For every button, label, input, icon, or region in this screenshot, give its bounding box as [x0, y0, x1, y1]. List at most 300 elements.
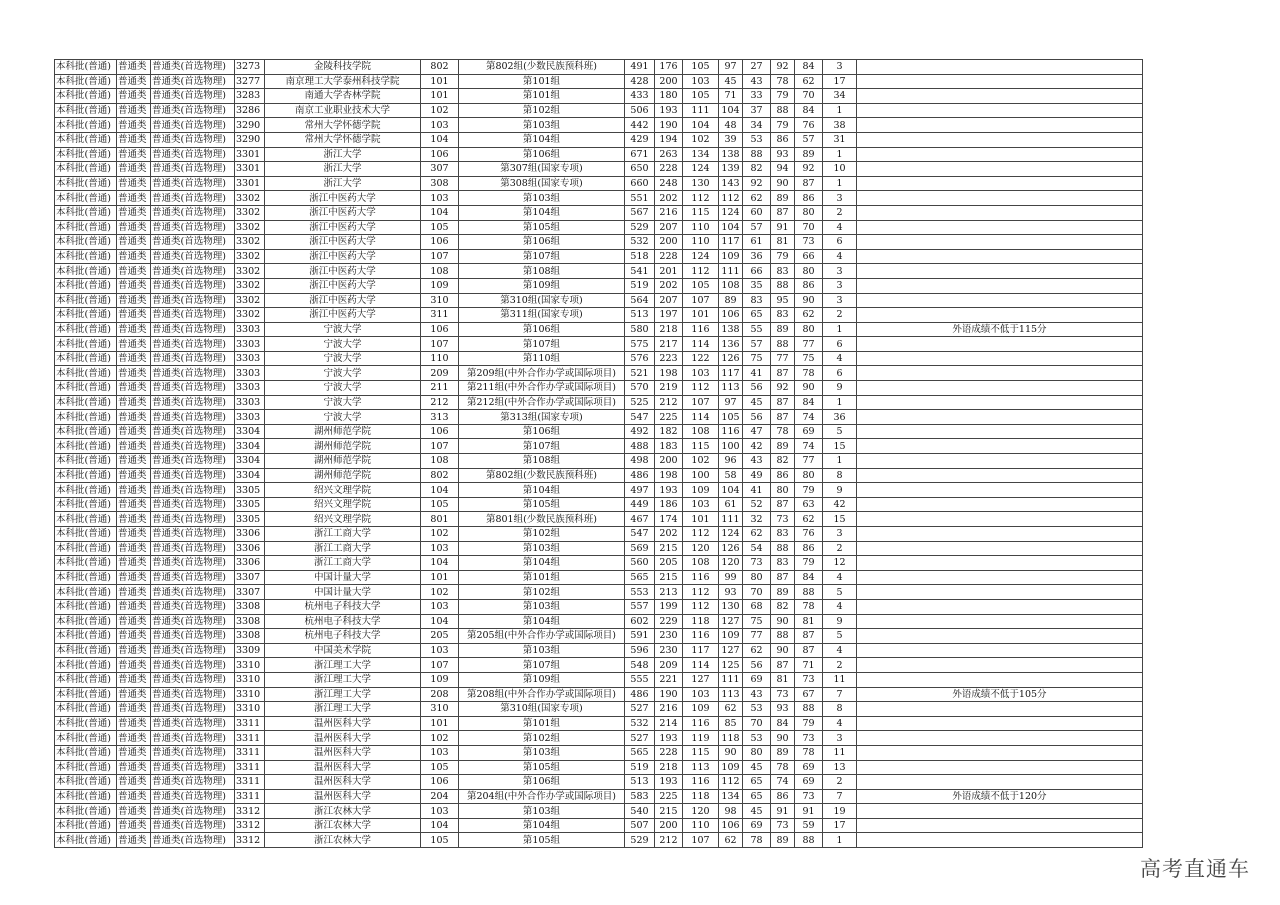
cell-school-code: 3303	[235, 351, 265, 366]
cell-remark: 外语成绩不低于105分	[857, 687, 1143, 702]
cell-group-code: 103	[421, 643, 459, 658]
cell-batch: 本科批(普通)	[55, 497, 117, 512]
cell-school-code: 3290	[235, 118, 265, 133]
cell-group-name: 第104组	[459, 132, 625, 147]
cell-chinese-score: 108	[683, 424, 719, 439]
cell-chinese-math-sum: 218	[655, 760, 683, 775]
cell-subject-type: 普通类(首选物理)	[151, 716, 235, 731]
cell-batch: 本科批(普通)	[55, 541, 117, 556]
table-row	[55, 658, 1143, 673]
cell-total-score: 660	[625, 176, 655, 191]
cell-group-code: 107	[421, 658, 459, 673]
cell-group-code: 103	[421, 745, 459, 760]
cell-remark	[857, 585, 1143, 600]
cell-physics-score: 79	[771, 118, 795, 133]
cell-math-score: 39	[719, 132, 743, 147]
cell-school-name: 杭州电子科技大学	[265, 599, 421, 614]
cell-group-code: 106	[421, 424, 459, 439]
cell-group-name: 第106组	[459, 424, 625, 439]
cell-batch: 本科批(普通)	[55, 264, 117, 279]
cell-physics-score: 91	[771, 220, 795, 235]
cell-total-score: 519	[625, 760, 655, 775]
cell-batch: 本科批(普通)	[55, 833, 117, 848]
cell-math-score: 89	[719, 293, 743, 308]
cell-physics-score: 86	[771, 789, 795, 804]
cell-batch: 本科批(普通)	[55, 556, 117, 571]
cell-subject-type: 普通类(首选物理)	[151, 818, 235, 833]
watermark-text: 高考直通车	[1140, 857, 1250, 881]
table-row	[55, 322, 1143, 337]
cell-chinese-math-sum: 200	[655, 454, 683, 469]
cell-chinese-math-sum: 207	[655, 220, 683, 235]
cell-batch: 本科批(普通)	[55, 74, 117, 89]
cell-total-score: 433	[625, 89, 655, 104]
cell-total-score: 506	[625, 103, 655, 118]
cell-category: 普通类	[117, 556, 151, 571]
cell-school-code: 3307	[235, 570, 265, 585]
cell-chinese-score: 101	[683, 512, 719, 527]
cell-math-score: 124	[719, 205, 743, 220]
cell-second-subject-score: 86	[795, 278, 823, 293]
table-row	[55, 643, 1143, 658]
cell-category: 普通类	[117, 132, 151, 147]
cell-chinese-score: 115	[683, 745, 719, 760]
cell-group-code: 104	[421, 818, 459, 833]
cell-group-code: 313	[421, 410, 459, 425]
cell-math-score: 127	[719, 643, 743, 658]
cell-physics-score: 88	[771, 103, 795, 118]
cell-school-name: 杭州电子科技大学	[265, 629, 421, 644]
cell-remark	[857, 629, 1143, 644]
cell-category: 普通类	[117, 176, 151, 191]
cell-total-score: 583	[625, 789, 655, 804]
cell-foreign-score: 62	[743, 643, 771, 658]
cell-second-subject-score: 87	[795, 643, 823, 658]
cell-chinese-math-sum: 202	[655, 527, 683, 542]
cell-batch: 本科批(普通)	[55, 687, 117, 702]
cell-subject-type: 普通类(首选物理)	[151, 60, 235, 75]
cell-school-code: 3283	[235, 89, 265, 104]
cell-batch: 本科批(普通)	[55, 643, 117, 658]
cell-rank-count: 2	[823, 541, 857, 556]
cell-school-code: 3311	[235, 760, 265, 775]
cell-foreign-score: 69	[743, 818, 771, 833]
cell-chinese-math-sum: 207	[655, 293, 683, 308]
cell-group-code: 212	[421, 395, 459, 410]
cell-total-score: 580	[625, 322, 655, 337]
cell-chinese-score: 118	[683, 789, 719, 804]
cell-school-name: 浙江工商大学	[265, 556, 421, 571]
cell-subject-type: 普通类(首选物理)	[151, 585, 235, 600]
cell-remark	[857, 293, 1143, 308]
cell-physics-score: 78	[771, 760, 795, 775]
cell-rank-count: 1	[823, 833, 857, 848]
cell-second-subject-score: 75	[795, 351, 823, 366]
cell-school-name: 浙江中医药大学	[265, 235, 421, 250]
cell-group-name: 第102组	[459, 585, 625, 600]
cell-group-code: 101	[421, 74, 459, 89]
cell-subject-type: 普通类(首选物理)	[151, 337, 235, 352]
cell-subject-type: 普通类(首选物理)	[151, 745, 235, 760]
table-row	[55, 527, 1143, 542]
cell-rank-count: 42	[823, 497, 857, 512]
cell-chinese-math-sum: 225	[655, 410, 683, 425]
cell-group-code: 103	[421, 191, 459, 206]
cell-subject-type: 普通类(首选物理)	[151, 687, 235, 702]
cell-school-name: 常州大学怀德学院	[265, 132, 421, 147]
cell-rank-count: 2	[823, 658, 857, 673]
cell-foreign-score: 34	[743, 118, 771, 133]
cell-chinese-math-sum: 200	[655, 235, 683, 250]
cell-foreign-score: 49	[743, 468, 771, 483]
table-row	[55, 249, 1143, 264]
cell-remark	[857, 643, 1143, 658]
cell-remark	[857, 468, 1143, 483]
cell-subject-type: 普通类(首选物理)	[151, 176, 235, 191]
cell-category: 普通类	[117, 789, 151, 804]
cell-school-code: 3310	[235, 687, 265, 702]
cell-remark	[857, 818, 1143, 833]
cell-total-score: 575	[625, 337, 655, 352]
cell-school-name: 浙江中医药大学	[265, 278, 421, 293]
cell-group-code: 101	[421, 716, 459, 731]
cell-rank-count: 19	[823, 804, 857, 819]
cell-chinese-math-sum: 221	[655, 672, 683, 687]
cell-second-subject-score: 69	[795, 775, 823, 790]
cell-group-name: 第109组	[459, 278, 625, 293]
cell-math-score: 126	[719, 351, 743, 366]
cell-chinese-math-sum: 199	[655, 599, 683, 614]
cell-chinese-score: 105	[683, 89, 719, 104]
cell-category: 普通类	[117, 351, 151, 366]
cell-group-code: 107	[421, 439, 459, 454]
cell-remark	[857, 497, 1143, 512]
cell-batch: 本科批(普通)	[55, 89, 117, 104]
cell-group-name: 第106组	[459, 235, 625, 250]
cell-second-subject-score: 92	[795, 162, 823, 177]
cell-subject-type: 普通类(首选物理)	[151, 132, 235, 147]
cell-chinese-math-sum: 214	[655, 716, 683, 731]
cell-school-code: 3305	[235, 483, 265, 498]
cell-school-name: 浙江理工大学	[265, 687, 421, 702]
cell-school-code: 3303	[235, 395, 265, 410]
cell-physics-score: 88	[771, 541, 795, 556]
cell-batch: 本科批(普通)	[55, 220, 117, 235]
cell-subject-type: 普通类(首选物理)	[151, 599, 235, 614]
cell-group-code: 106	[421, 235, 459, 250]
cell-math-score: 48	[719, 118, 743, 133]
cell-subject-type: 普通类(首选物理)	[151, 804, 235, 819]
cell-batch: 本科批(普通)	[55, 745, 117, 760]
cell-group-name: 第104组	[459, 556, 625, 571]
cell-category: 普通类	[117, 337, 151, 352]
cell-group-name: 第209组(中外合作办学或国际项目)	[459, 366, 625, 381]
cell-batch: 本科批(普通)	[55, 235, 117, 250]
cell-school-code: 3273	[235, 60, 265, 75]
cell-chinese-math-sum: 218	[655, 322, 683, 337]
cell-rank-count: 4	[823, 249, 857, 264]
cell-category: 普通类	[117, 191, 151, 206]
cell-batch: 本科批(普通)	[55, 366, 117, 381]
cell-foreign-score: 70	[743, 585, 771, 600]
cell-rank-count: 8	[823, 468, 857, 483]
cell-group-code: 108	[421, 454, 459, 469]
cell-remark	[857, 60, 1143, 75]
cell-school-code: 3286	[235, 103, 265, 118]
cell-group-code: 109	[421, 672, 459, 687]
cell-chinese-score: 116	[683, 716, 719, 731]
cell-rank-count: 9	[823, 614, 857, 629]
cell-category: 普通类	[117, 424, 151, 439]
cell-math-score: 125	[719, 658, 743, 673]
cell-group-code: 105	[421, 833, 459, 848]
cell-second-subject-score: 69	[795, 424, 823, 439]
cell-remark	[857, 176, 1143, 191]
cell-rank-count: 15	[823, 439, 857, 454]
cell-total-score: 498	[625, 454, 655, 469]
cell-physics-score: 89	[771, 322, 795, 337]
cell-group-name: 第105组	[459, 220, 625, 235]
cell-second-subject-score: 86	[795, 541, 823, 556]
cell-chinese-score: 116	[683, 322, 719, 337]
cell-group-code: 102	[421, 731, 459, 746]
cell-chinese-score: 114	[683, 658, 719, 673]
cell-rank-count: 1	[823, 103, 857, 118]
cell-group-name: 第102组	[459, 731, 625, 746]
table-row	[55, 278, 1143, 293]
cell-subject-type: 普通类(首选物理)	[151, 89, 235, 104]
cell-subject-type: 普通类(首选物理)	[151, 658, 235, 673]
cell-batch: 本科批(普通)	[55, 702, 117, 717]
table-row	[55, 570, 1143, 585]
cell-second-subject-score: 79	[795, 483, 823, 498]
cell-total-score: 567	[625, 205, 655, 220]
cell-group-code: 106	[421, 147, 459, 162]
cell-total-score: 591	[625, 629, 655, 644]
cell-group-name: 第107组	[459, 337, 625, 352]
cell-subject-type: 普通类(首选物理)	[151, 570, 235, 585]
cell-group-code: 105	[421, 760, 459, 775]
cell-group-code: 204	[421, 789, 459, 804]
cell-school-name: 湖州师范学院	[265, 454, 421, 469]
cell-total-score: 532	[625, 716, 655, 731]
cell-school-name: 杭州电子科技大学	[265, 614, 421, 629]
cell-chinese-math-sum: 215	[655, 804, 683, 819]
cell-foreign-score: 60	[743, 205, 771, 220]
cell-physics-score: 91	[771, 804, 795, 819]
cell-group-name: 第103组	[459, 745, 625, 760]
cell-foreign-score: 56	[743, 658, 771, 673]
cell-batch: 本科批(普通)	[55, 775, 117, 790]
cell-foreign-score: 68	[743, 599, 771, 614]
cell-chinese-score: 103	[683, 497, 719, 512]
cell-rank-count: 1	[823, 147, 857, 162]
cell-physics-score: 82	[771, 454, 795, 469]
cell-math-score: 104	[719, 220, 743, 235]
cell-school-code: 3302	[235, 205, 265, 220]
cell-school-name: 浙江中医药大学	[265, 293, 421, 308]
cell-school-code: 3305	[235, 497, 265, 512]
cell-chinese-score: 112	[683, 527, 719, 542]
cell-group-name: 第101组	[459, 89, 625, 104]
cell-category: 普通类	[117, 731, 151, 746]
cell-foreign-score: 88	[743, 147, 771, 162]
cell-total-score: 671	[625, 147, 655, 162]
cell-foreign-score: 37	[743, 103, 771, 118]
cell-physics-score: 89	[771, 745, 795, 760]
cell-group-code: 104	[421, 205, 459, 220]
cell-second-subject-score: 70	[795, 89, 823, 104]
cell-chinese-score: 103	[683, 74, 719, 89]
cell-category: 普通类	[117, 614, 151, 629]
cell-school-code: 3312	[235, 818, 265, 833]
table-row	[55, 118, 1143, 133]
cell-physics-score: 81	[771, 672, 795, 687]
table-row	[55, 176, 1143, 191]
cell-second-subject-score: 88	[795, 585, 823, 600]
cell-total-score: 527	[625, 731, 655, 746]
cell-second-subject-score: 80	[795, 205, 823, 220]
cell-second-subject-score: 90	[795, 293, 823, 308]
cell-category: 普通类	[117, 687, 151, 702]
cell-school-code: 3277	[235, 74, 265, 89]
cell-remark	[857, 89, 1143, 104]
cell-total-score: 486	[625, 468, 655, 483]
cell-physics-score: 83	[771, 264, 795, 279]
cell-second-subject-score: 80	[795, 468, 823, 483]
cell-batch: 本科批(普通)	[55, 337, 117, 352]
cell-second-subject-score: 76	[795, 527, 823, 542]
cell-subject-type: 普通类(首选物理)	[151, 439, 235, 454]
cell-school-name: 宁波大学	[265, 351, 421, 366]
cell-rank-count: 7	[823, 789, 857, 804]
cell-foreign-score: 43	[743, 74, 771, 89]
table-row	[55, 512, 1143, 527]
cell-foreign-score: 75	[743, 351, 771, 366]
cell-group-name: 第101组	[459, 716, 625, 731]
cell-group-code: 802	[421, 468, 459, 483]
cell-chinese-score: 100	[683, 468, 719, 483]
cell-foreign-score: 62	[743, 191, 771, 206]
cell-school-code: 3301	[235, 162, 265, 177]
cell-chinese-math-sum: 219	[655, 381, 683, 396]
cell-school-code: 3304	[235, 439, 265, 454]
cell-group-name: 第104组	[459, 483, 625, 498]
table-row	[55, 775, 1143, 790]
cell-foreign-score: 57	[743, 220, 771, 235]
cell-math-score: 126	[719, 541, 743, 556]
cell-subject-type: 普通类(首选物理)	[151, 351, 235, 366]
cell-chinese-math-sum: 228	[655, 745, 683, 760]
cell-group-name: 第103组	[459, 191, 625, 206]
cell-physics-score: 79	[771, 89, 795, 104]
cell-group-name: 第104组	[459, 205, 625, 220]
cell-foreign-score: 41	[743, 483, 771, 498]
cell-chinese-score: 130	[683, 176, 719, 191]
cell-chinese-score: 103	[683, 687, 719, 702]
cell-group-name: 第101组	[459, 74, 625, 89]
table-row	[55, 468, 1143, 483]
table-row	[55, 789, 1143, 804]
cell-second-subject-score: 91	[795, 804, 823, 819]
cell-group-name: 第107组	[459, 249, 625, 264]
cell-second-subject-score: 62	[795, 512, 823, 527]
table-row	[55, 381, 1143, 396]
cell-group-code: 104	[421, 483, 459, 498]
cell-batch: 本科批(普通)	[55, 381, 117, 396]
cell-group-code: 106	[421, 775, 459, 790]
cell-rank-count: 3	[823, 731, 857, 746]
cell-batch: 本科批(普通)	[55, 629, 117, 644]
cell-subject-type: 普通类(首选物理)	[151, 789, 235, 804]
cell-remark: 外语成绩不低于120分	[857, 789, 1143, 804]
cell-subject-type: 普通类(首选物理)	[151, 366, 235, 381]
cell-second-subject-score: 67	[795, 687, 823, 702]
cell-math-score: 120	[719, 556, 743, 571]
cell-second-subject-score: 90	[795, 381, 823, 396]
cell-foreign-score: 52	[743, 497, 771, 512]
cell-math-score: 111	[719, 264, 743, 279]
cell-foreign-score: 56	[743, 381, 771, 396]
cell-second-subject-score: 79	[795, 556, 823, 571]
table-row	[55, 702, 1143, 717]
cell-group-code: 103	[421, 541, 459, 556]
cell-second-subject-score: 78	[795, 745, 823, 760]
cell-math-score: 104	[719, 103, 743, 118]
cell-school-code: 3302	[235, 191, 265, 206]
cell-group-name: 第104组	[459, 614, 625, 629]
cell-subject-type: 普通类(首选物理)	[151, 483, 235, 498]
cell-group-name: 第311组(国家专项)	[459, 308, 625, 323]
cell-group-code: 102	[421, 585, 459, 600]
cell-rank-count: 3	[823, 278, 857, 293]
cell-rank-count: 17	[823, 818, 857, 833]
cell-category: 普通类	[117, 366, 151, 381]
cell-remark	[857, 439, 1143, 454]
cell-school-name: 中国美术学院	[265, 643, 421, 658]
cell-foreign-score: 41	[743, 366, 771, 381]
cell-group-code: 209	[421, 366, 459, 381]
cell-total-score: 650	[625, 162, 655, 177]
cell-batch: 本科批(普通)	[55, 249, 117, 264]
cell-total-score: 428	[625, 74, 655, 89]
cell-subject-type: 普通类(首选物理)	[151, 672, 235, 687]
cell-chinese-math-sum: 229	[655, 614, 683, 629]
cell-chinese-score: 118	[683, 614, 719, 629]
cell-total-score: 532	[625, 235, 655, 250]
cell-batch: 本科批(普通)	[55, 468, 117, 483]
cell-group-code: 801	[421, 512, 459, 527]
cell-chinese-score: 103	[683, 366, 719, 381]
cell-batch: 本科批(普通)	[55, 439, 117, 454]
cell-batch: 本科批(普通)	[55, 570, 117, 585]
cell-batch: 本科批(普通)	[55, 118, 117, 133]
cell-category: 普通类	[117, 322, 151, 337]
cell-total-score: 551	[625, 191, 655, 206]
cell-chinese-math-sum: 209	[655, 658, 683, 673]
cell-second-subject-score: 74	[795, 410, 823, 425]
cell-foreign-score: 53	[743, 702, 771, 717]
cell-school-name: 宁波大学	[265, 381, 421, 396]
table-body	[55, 60, 1143, 848]
cell-chinese-math-sum: 225	[655, 789, 683, 804]
cell-school-code: 3311	[235, 775, 265, 790]
cell-chinese-math-sum: 228	[655, 249, 683, 264]
cell-school-code: 3303	[235, 322, 265, 337]
cell-school-code: 3302	[235, 235, 265, 250]
cell-batch: 本科批(普通)	[55, 512, 117, 527]
cell-remark	[857, 103, 1143, 118]
